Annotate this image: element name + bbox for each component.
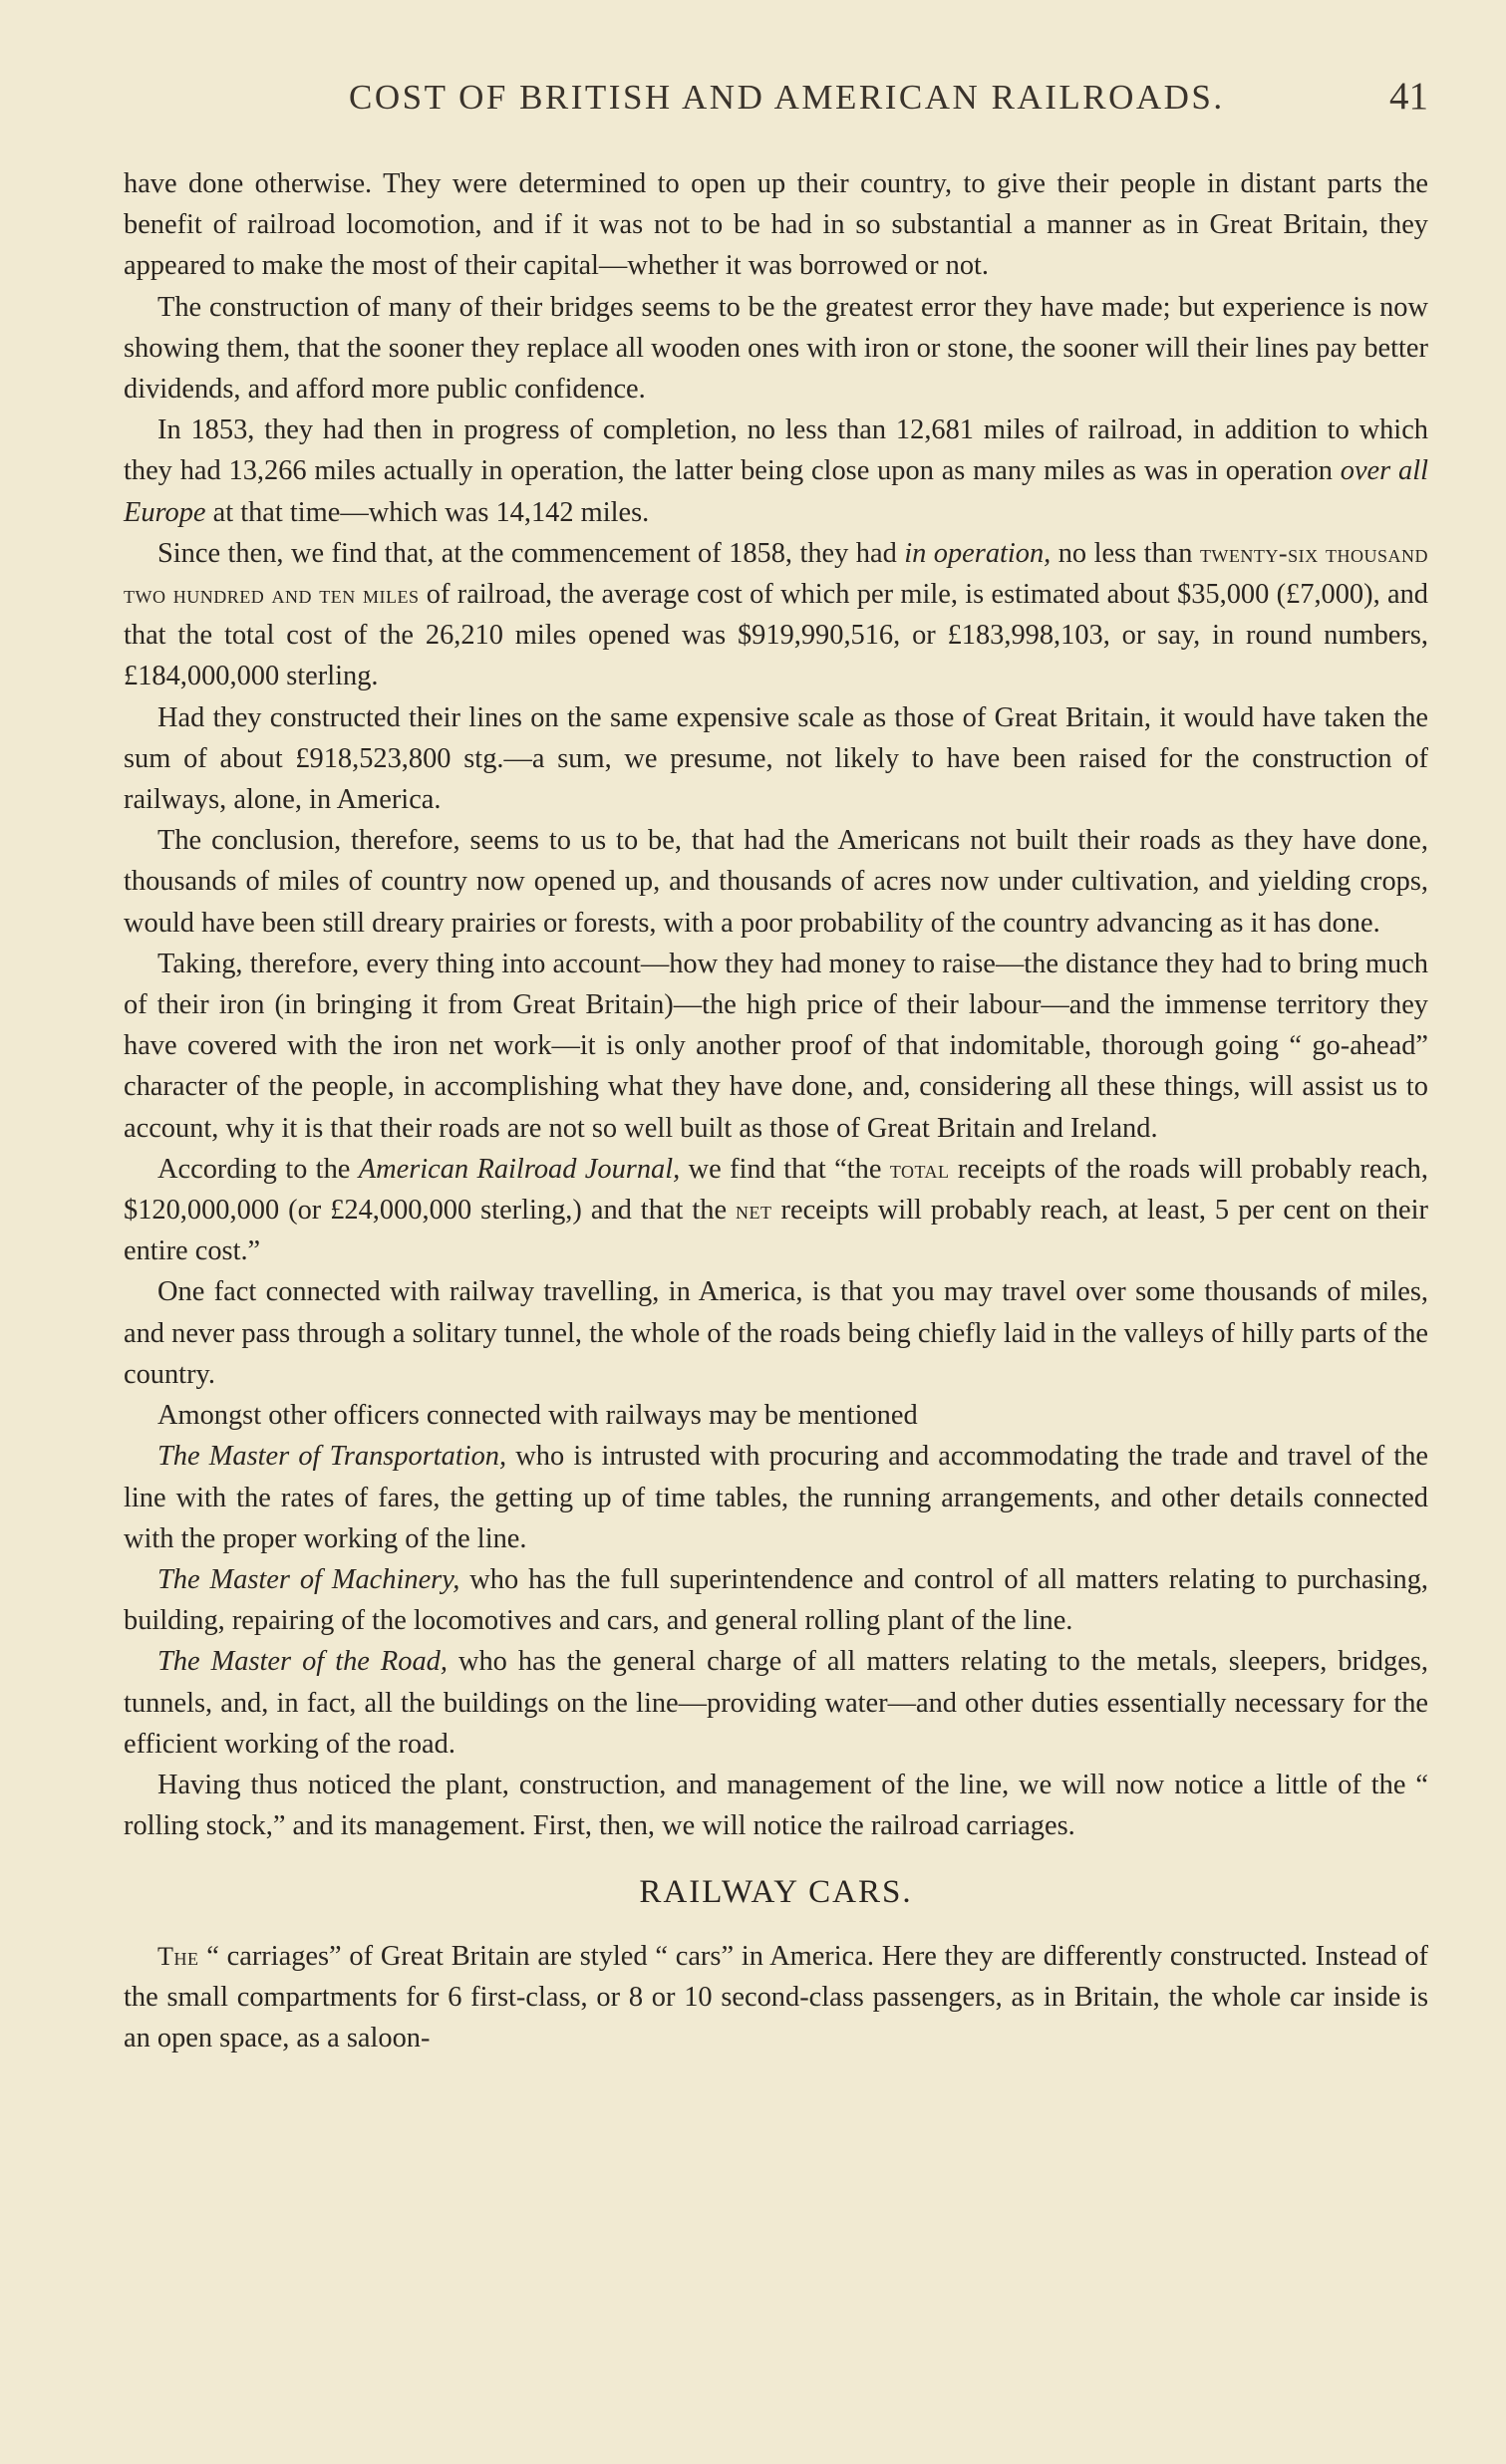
page-body bbox=[124, 163, 1428, 2058]
paragraph-2: The construction of many of their bridges seems to be the greatest error they have made; but experience is now showing them, that the sooner they replace all wooden ones with iron or stone, the sooner will their lines pay better dividends, and afford more public confidence. bbox=[124, 291, 1428, 406]
paragraph-4-text-a: Since then, we find that, at the commencement of 1858, they had bbox=[157, 537, 905, 569]
paragraph-13-text: who has the general charge of all matters relating to the metals, sleepers, bridges, tunnels, and, in fact, all the buildings on the line—providing water—and other duties essentially necessary for the efficient working of the road. bbox=[124, 1646, 1429, 1760]
paragraph-4-text-e: of railroad, the average cost of which per mile, is estimated about $35,000 (£7,000), and that the total cost of the 26,210 miles opened was $919,990,516, or £183,998,103, or say, in round numbers, £184,000,000 sterling. bbox=[124, 579, 1428, 692]
section-heading-railway-cars: RAILWAY CARS. bbox=[639, 1874, 913, 1911]
paragraph-3-text-a: In 1853, they had then in progress of completion, no less than 12,681 miles of railroad, in addition to which they had 13,266 miles actually in operation, the latter being close upon as many miles as was in operation bbox=[124, 414, 1428, 487]
page-number: 41 bbox=[1389, 75, 1428, 118]
paragraph-11-text: who is intrusted with procuring and accommodating the trade and travel of the line with the rates of fares, the getting up of time tables, the running arrangements, and other details connected with the proper working of the line. bbox=[124, 1441, 1429, 1554]
paragraph-8-text-e: receipts of the roads will probably reach, $120,000,000 (or £24,000,000 sterling,) and that the bbox=[124, 1153, 1428, 1227]
paragraph-8-text-a: According to the bbox=[157, 1153, 359, 1185]
running-head: COST OF BRITISH AND AMERICAN RAILROADS. bbox=[349, 78, 1225, 117]
paragraph-4-small-caps: twenty-six thousand two hundred and ten miles bbox=[124, 538, 1428, 610]
paragraph-14: Having thus noticed the plant, construction, and management of the line, we will now notice a little of the “ rolling stock,” and its management. First, then, we will notice the railroad carriages. bbox=[124, 1769, 1428, 1842]
paragraph-5: Had they constructed their lines on the same expensive scale as those of Great Britain, it would have taken the sum of about £918,523,800 stg.—a sum, we presume, not likely to have been raised for the construction of railways, alone, in America. bbox=[124, 701, 1428, 816]
paragraph-12 bbox=[124, 1559, 1428, 1641]
master-machinery-title: The Master of Machinery, bbox=[157, 1563, 460, 1595]
paragraph-3-emphasis: over all Europe bbox=[124, 455, 1428, 528]
paragraph-11 bbox=[124, 1436, 1428, 1559]
paragraph-10: Amongst other officers connected with railways may be mentioned bbox=[157, 1400, 918, 1432]
section-paragraph-1-text: “ carriages” of Great Britain are styled “ cars” in America. Here they are differently constructed. Instead of the small compartments for 6 first-class, or 8 or 10 second-class passengers, as in Britain, the whole car inside is an open space, as a saloon- bbox=[124, 1940, 1428, 2053]
net-small-caps: net bbox=[736, 1196, 772, 1226]
section-lead-word: The bbox=[157, 1941, 199, 1971]
paragraph-9: One fact connected with railway travelling, in America, is that you may travel over some thousands of miles, and never pass through a solitary tunnel, the whole of the roads being chiefly laid in the valleys of hilly parts of the country. bbox=[124, 1276, 1428, 1390]
paragraph-4-text-c: no less than bbox=[1051, 537, 1200, 569]
paragraph-8-text-c: we find that “the bbox=[680, 1153, 890, 1185]
master-transportation-title: The Master of Transportation, bbox=[157, 1441, 507, 1473]
paragraph-1: have done otherwise. They were determined to open up their country, to give their people in distant parts the benefit of railroad locomotion, and if it was not to be had in so substantial a manner as in Great Britain, they appeared to make the most of their capital—whether it was borrowed or not. bbox=[124, 168, 1428, 282]
total-small-caps: total bbox=[889, 1154, 950, 1184]
journal-title: American Railroad Journal, bbox=[358, 1153, 681, 1185]
paragraph-8-text-g: receipts will probably reach, at least, 5 per cent on their entire cost.” bbox=[124, 1195, 1428, 1267]
paragraph-4 bbox=[124, 533, 1428, 697]
paragraph-3 bbox=[124, 410, 1428, 533]
paragraph-4-emphasis: in operation, bbox=[904, 537, 1052, 569]
paragraph-8 bbox=[124, 1149, 1428, 1272]
paragraph-3-text-c: at that time—which was 14,142 miles. bbox=[205, 496, 650, 528]
paragraph-6: The conclusion, therefore, seems to us to be, that had the Americans not built their roads as they have done, thousands of miles of country now opened up, and thousands of acres now under cultivation, and yielding crops, would have been still dreary prairies or forests, with a poor probability of the country advancing as it has done. bbox=[124, 825, 1428, 939]
paragraph-13 bbox=[124, 1641, 1428, 1765]
paragraph-7: Taking, therefore, every thing into account—how they had money to raise—the distance they had to bring much of their iron (in bringing it from Great Britain)—the high price of their labour—and the immense territory they have covered with the iron net work—it is only another proof of that indomitable, thorough going “ go-ahead” character of the people, in accomplishing what they have done, and, considering all these things, will assist us to account, why it is that their roads are not so well built as those of Great Britain and Ireland. bbox=[124, 948, 1428, 1144]
master-road-title: The Master of the Road, bbox=[157, 1646, 448, 1678]
section-paragraph-1 bbox=[124, 1936, 1428, 2059]
page-header bbox=[124, 74, 1428, 130]
paragraph-12-text: who has the full superintendence and control of all matters relating to purchasing, building, repairing of the locomotives and cars, and general rolling plant of the line. bbox=[124, 1563, 1428, 1637]
